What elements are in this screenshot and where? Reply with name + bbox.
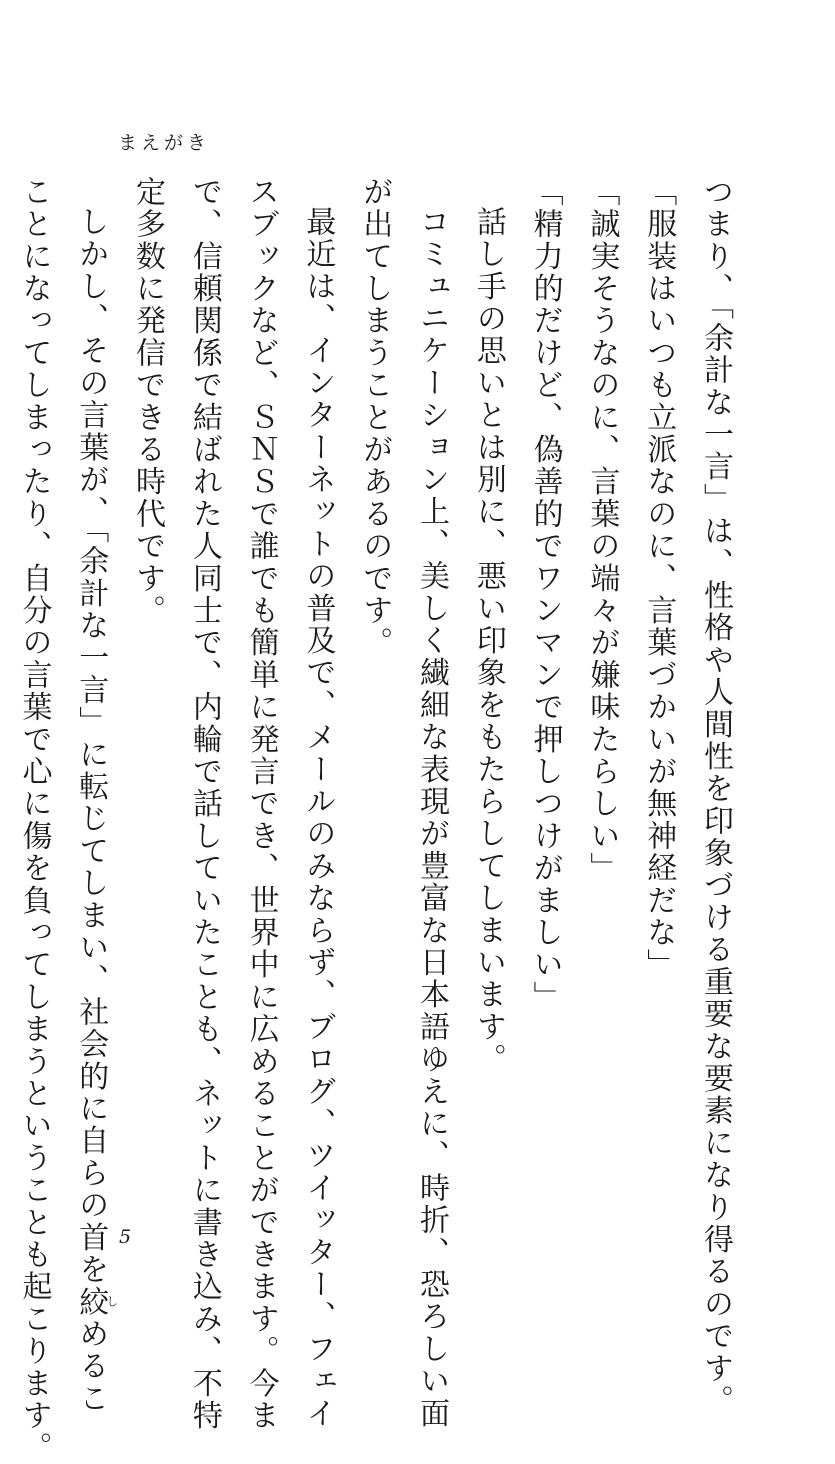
text-line: 最近は、インターネットの普及で、メールのみならず、ブログ、ツイッター、フェイ: [300, 206, 336, 1430]
running-header: まえがき: [118, 132, 211, 154]
text-line: 「精力的だけど、偽善的でワンマンで押しつけがましい」: [527, 176, 563, 1014]
text-segment: しかし、その言葉が、「余計な一言」に転じてしまい、社会的に自らの首を: [73, 206, 109, 1286]
ruby-annotation: [73, 1285, 119, 1319]
vertical-body-text: [16, 176, 743, 1464]
text-segment: めるこ: [73, 1318, 109, 1415]
ruby-reading: し: [104, 1285, 119, 1319]
text-line: 「服装はいつも立派なのに、言葉づかいが無神経だな」: [641, 176, 677, 981]
text-line: スブックなど、ＳＮＳで誰でも簡単に発言でき、世界中に広めることができます。今ま: [243, 176, 279, 1432]
page-number: 5: [119, 1226, 132, 1248]
text-line: 話し手の思いとは別に、悪い印象をもたらしてしまいます。: [470, 206, 506, 1076]
text-line: 定多数に発信できる時代です。: [130, 176, 166, 627]
text-line: で、信頼関係で結ばれた人同士で、内輪で話していたことも、ネットに書き込み、不特: [186, 176, 222, 1432]
text-line: 「誠実そうなのに、言葉の端々が嫌味たらしい」: [584, 176, 620, 885]
text-line: [0, 176, 5, 1216]
text-line: コミュニケーション上、美しく繊細な表現が豊富な日本語ゆえに、時折、恐ろしい面: [414, 206, 450, 1430]
text-line: ことになってしまったり、自分の言葉で心に傷を負ってしまうということも起こります。: [16, 176, 52, 1464]
ruby-base: 絞: [73, 1285, 109, 1319]
text-line: が出てしまうことがあるのです。: [357, 176, 393, 659]
text-line: つまり、「余計な一言」は、性格や人間性を印象づける重要な要素になり得るのです。: [698, 176, 733, 1417]
text-line-with-ruby: [61, 206, 119, 1415]
